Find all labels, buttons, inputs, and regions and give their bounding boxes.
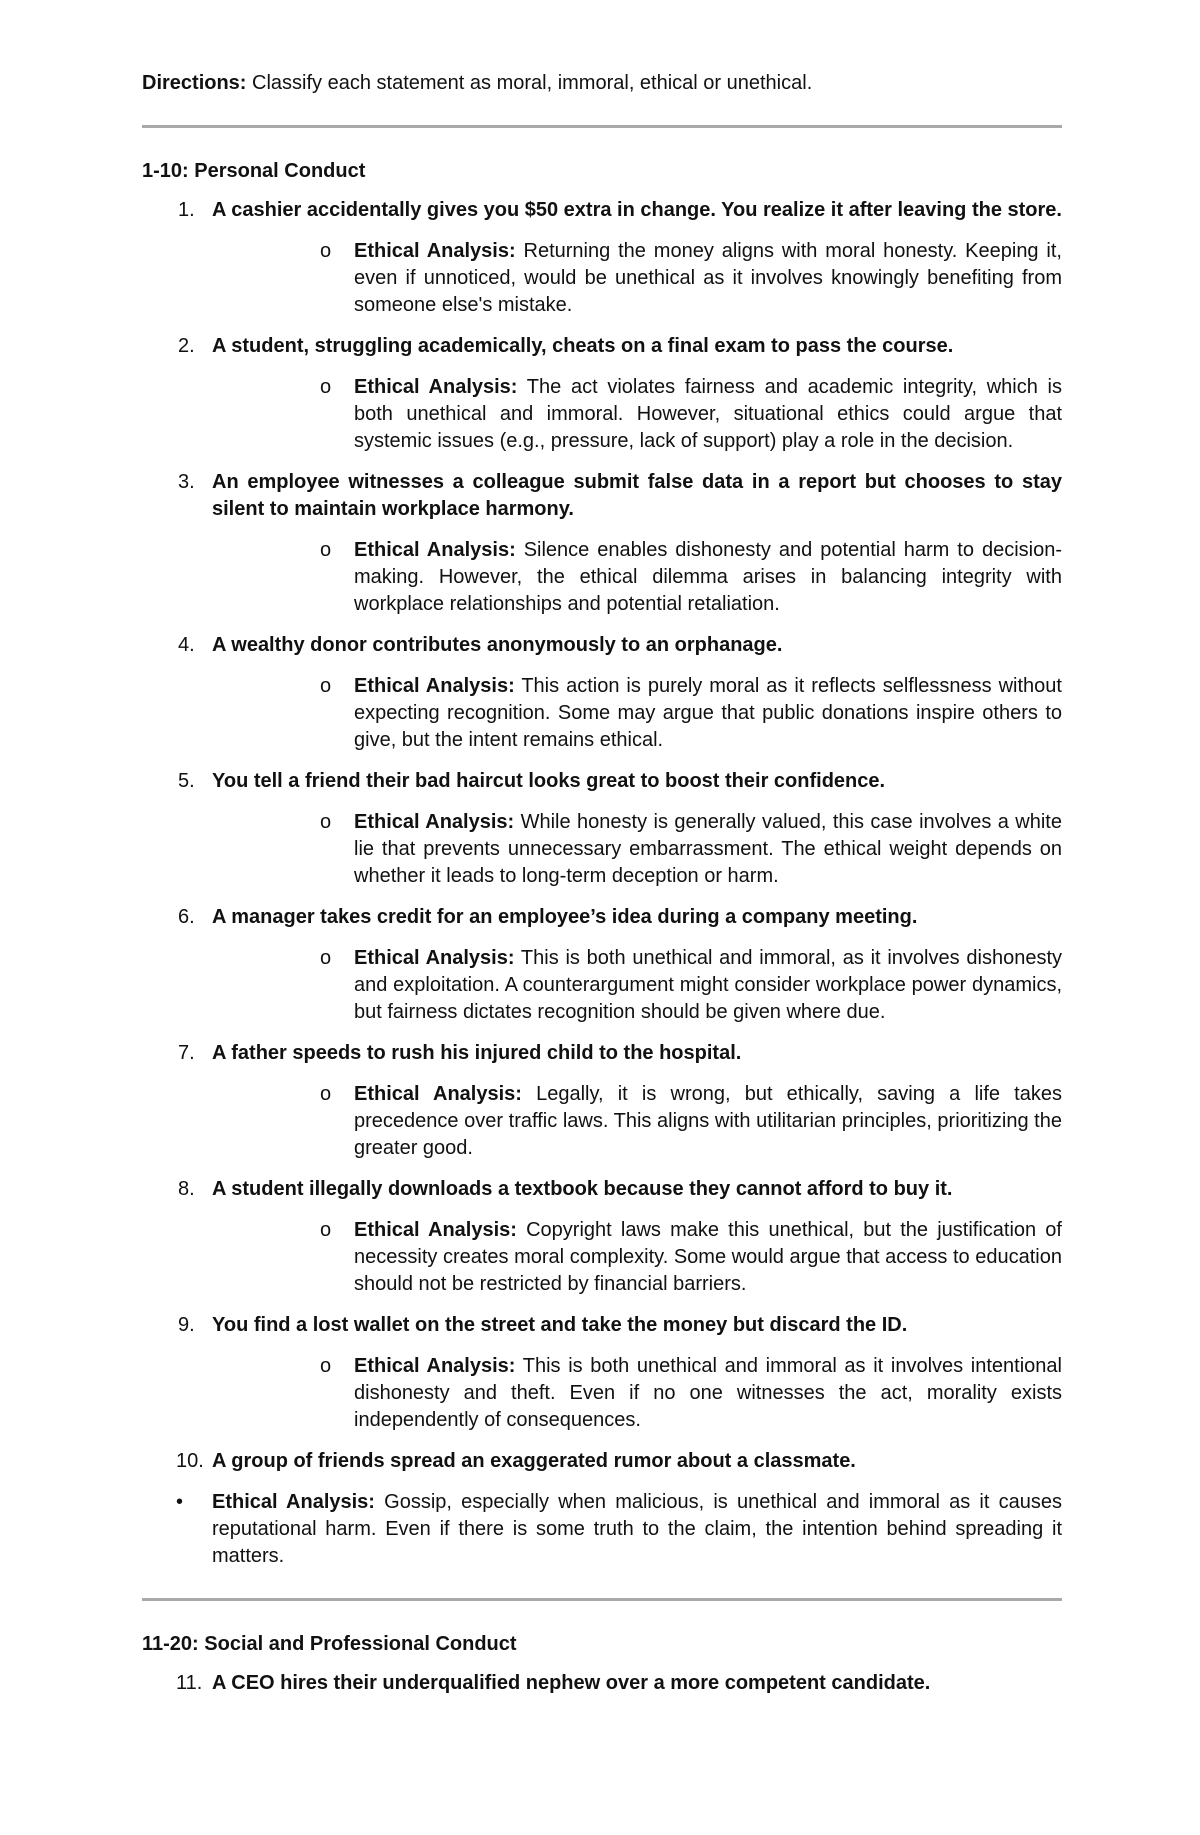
item-statement: You tell a friend their bad haircut looks great to boost their confidence. [212, 770, 886, 792]
item-number: 7. [178, 1042, 195, 1064]
item-statement: You find a lost wallet on the street and take the money but discard the ID. [212, 1314, 908, 1336]
analysis-text: Returning the money aligns with moral honesty. Keeping it, even if unnoticed, would be unethical as it involves knowingly benefiting from someone else's mistake. [354, 240, 1062, 316]
analysis-text: Copyright laws make this unethical, but the justification of necessity creates moral complexity. Some would argue that access to education should not be restricted by financial barriers. [354, 1219, 1062, 1295]
analysis-text: This action is purely moral as it reflects selflessness without expecting recognition. Some may argue that public donations inspire others to give, but the intent remains ethical. [354, 675, 1062, 751]
analysis-label: Ethical Analysis: [354, 376, 518, 398]
ethical-analysis [212, 945, 1062, 1026]
item-number: 6. [178, 906, 195, 928]
list-item [142, 1176, 1062, 1298]
o-bullet-icon: o [320, 1219, 332, 1241]
directions-text: Classify each statement as moral, immoral, ethical or unethical. [246, 72, 813, 94]
item-statement: A group of friends spread an exaggerated rumor about a classmate. [212, 1450, 856, 1472]
list-item [142, 197, 1062, 319]
o-bullet-icon: o [320, 539, 332, 561]
analysis-text: The act violates fairness and academic integrity, which is both unethical and immoral. However, situational ethics could argue that systemic issues (e.g., pressure, lack of support) play a role in the decision. [354, 376, 1062, 452]
item-statement: A student, struggling academically, cheats on a final exam to pass the course. [212, 335, 954, 357]
o-bullet-icon: o [320, 675, 332, 697]
analysis-label: Ethical Analysis: [354, 947, 515, 969]
ethical-analysis [212, 673, 1062, 754]
directions [142, 70, 1062, 97]
analysis-text: Gossip, especially when malicious, is unethical and immoral as it causes reputational harm. Even if there is some truth to the claim, the intention behind spreading it matters. [212, 1491, 1062, 1567]
item-number: 4. [178, 634, 195, 656]
section-heading-social-professional: 11-20: Social and Professional Conduct [142, 1633, 517, 1655]
analysis-text: This is both unethical and immoral, as it involves dishonesty and exploitation. A counterargument might consider workplace power dynamics, but fairness dictates recognition should be given where due. [354, 947, 1062, 1023]
item-number: 10. [176, 1450, 204, 1472]
item-number: 9. [178, 1314, 195, 1336]
list-item [142, 469, 1062, 618]
analysis-label: Ethical Analysis: [354, 539, 516, 561]
item-number: 2. [178, 335, 195, 357]
section-heading-personal-conduct: 1-10: Personal Conduct [142, 160, 366, 182]
item-statement: A wealthy donor contributes anonymously to an orphanage. [212, 634, 783, 656]
analysis-label: Ethical Analysis: [354, 675, 515, 697]
ethical-analysis [212, 1217, 1062, 1298]
ethical-analysis [212, 374, 1062, 455]
section-divider [142, 1598, 1062, 1601]
analysis-label: Ethical Analysis: [212, 1491, 375, 1513]
analysis-text: Legally, it is wrong, but ethically, saving a life takes precedence over traffic laws. This aligns with utilitarian principles, prioritizing the greater good. [354, 1083, 1062, 1159]
list-item [142, 1040, 1062, 1162]
o-bullet-icon: o [320, 947, 332, 969]
analysis-text: This is both unethical and immoral as it involves intentional dishonesty and theft. Even if no one witnesses the act, morality exists independently of consequences. [354, 1355, 1062, 1431]
bullet-dot-icon: • [176, 1491, 184, 1513]
analysis-label: Ethical Analysis: [354, 1219, 517, 1241]
ethical-analysis [212, 809, 1062, 890]
list-item [142, 768, 1062, 890]
analysis-label: Ethical Analysis: [354, 1355, 516, 1377]
document-content [142, 70, 1062, 1711]
list-item [142, 333, 1062, 455]
ethical-analysis-bullet [142, 1489, 1062, 1570]
ethical-analysis [212, 1353, 1062, 1434]
section-divider [142, 125, 1062, 128]
o-bullet-icon: o [320, 376, 332, 398]
analysis-label: Ethical Analysis: [354, 1083, 522, 1105]
o-bullet-icon: o [320, 1083, 332, 1105]
directions-label: Directions: [142, 72, 247, 94]
item-statement: A father speeds to rush his injured child to the hospital. [212, 1042, 742, 1064]
item-statement: An employee witnesses a colleague submit false data in a report but chooses to stay silent to maintain workplace harmony. [212, 471, 1062, 520]
ethical-analysis [212, 1081, 1062, 1162]
ethical-analysis [212, 537, 1062, 618]
o-bullet-icon: o [320, 1355, 332, 1377]
item-number: 8. [178, 1178, 195, 1200]
o-bullet-icon: o [320, 240, 332, 262]
item-number: 3. [178, 471, 195, 493]
list-item [142, 1448, 1062, 1475]
item-number: 11. [176, 1672, 203, 1694]
list-item [142, 904, 1062, 1026]
list-item [142, 1312, 1062, 1434]
o-bullet-icon: o [320, 811, 332, 833]
analysis-label: Ethical Analysis: [354, 240, 516, 262]
analysis-text: Silence enables dishonesty and potential harm to decision-making. However, the ethical dilemma arises in balancing integrity with workplace relationships and potential retaliation. [354, 539, 1062, 615]
list-item [142, 632, 1062, 754]
item-statement: A student illegally downloads a textbook because they cannot afford to buy it. [212, 1178, 953, 1200]
analysis-label: Ethical Analysis: [354, 811, 515, 833]
item-statement: A manager takes credit for an employee’s idea during a company meeting. [212, 906, 918, 928]
item-statement: A CEO hires their underqualified nephew over a more competent candidate. [212, 1672, 931, 1694]
item-number: 5. [178, 770, 195, 792]
item-statement: A cashier accidentally gives you $50 extra in change. You realize it after leaving the store. [212, 199, 1062, 221]
ethical-analysis [212, 238, 1062, 319]
item-number: 1. [178, 199, 195, 221]
analysis-text: While honesty is generally valued, this case involves a white lie that prevents unnecessary embarrassment. The ethical weight depends on whether it leads to long-term deception or harm. [354, 811, 1062, 887]
list-item [142, 1670, 1062, 1697]
